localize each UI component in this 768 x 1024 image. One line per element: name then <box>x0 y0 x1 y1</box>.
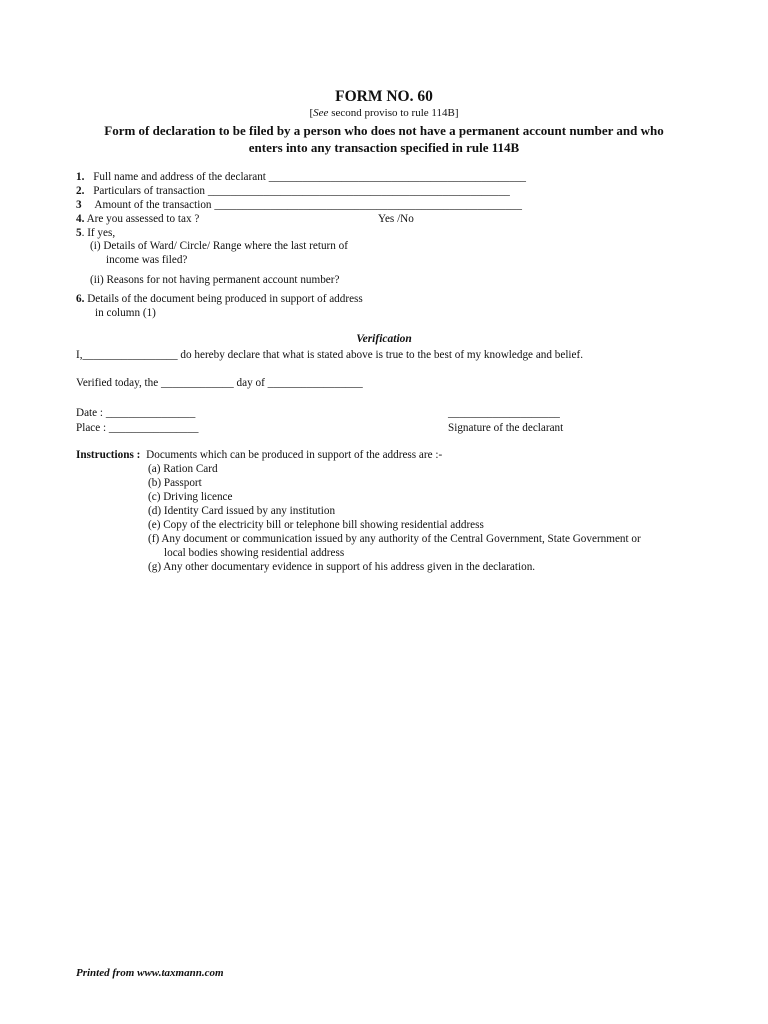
subtitle-bracket: [ <box>309 107 314 119</box>
instructions-header <box>76 448 442 462</box>
item-number: 5 <box>76 227 82 239</box>
field-address-document <box>76 292 363 306</box>
instruction-item: (c) Driving licence <box>148 491 233 503</box>
heading-line-1: Form of declaration to be filed by a person who does not have a permanent account number and who <box>104 123 664 138</box>
item-label: Particulars of transaction ______________________________________________________ <box>93 185 510 197</box>
field-assessed-to-tax <box>76 212 199 226</box>
instruction-item: (f) Any document or communication issued by any authority of the Central Government, State Government or <box>148 533 641 545</box>
item-number: 2. <box>76 185 85 197</box>
field-transaction-particulars <box>76 184 510 198</box>
field-declarant-name <box>76 170 526 184</box>
form-title: FORM NO. 60 <box>335 88 433 105</box>
instructions-intro: Documents which can be produced in support of the address are :- <box>146 449 443 461</box>
item-label: Full name and address of the declarant ______________________________________________ <box>93 171 527 183</box>
form-subtitle <box>0 107 768 119</box>
field-address-document-cont: in column (1) <box>95 307 156 319</box>
instruction-item: (b) Passport <box>148 477 202 489</box>
instructions-label: Instructions : <box>76 449 141 461</box>
signature-label: Signature of the declarant <box>448 422 564 434</box>
place-field: Place : ________________ <box>76 422 199 434</box>
item-label: . If yes, <box>81 227 116 239</box>
instruction-item: (d) Identity Card issued by any institution <box>148 505 336 517</box>
yes-no-answer: Yes /No <box>378 213 414 225</box>
field-ward-circle-range: (i) Details of Ward/ Circle/ Range where the last return of <box>90 240 348 252</box>
verification-heading: Verification <box>356 333 412 345</box>
field-if-yes <box>76 226 115 240</box>
item-number: 6. <box>76 293 85 305</box>
date-field: Date : ________________ <box>76 407 196 419</box>
form-heading <box>0 122 768 156</box>
heading-line-2: enters into any transaction specified in rule 114B <box>248 140 520 155</box>
item-number: 1. <box>76 171 85 183</box>
instruction-item: (g) Any other documentary evidence in support of his address given in the declaration. <box>148 561 536 573</box>
item-label: Are you assessed to tax ? <box>86 213 200 225</box>
instruction-item-cont: local bodies showing residential address <box>164 547 345 559</box>
printed-from-footer: Printed from www.taxmann.com <box>76 967 224 979</box>
item-label: Amount of the transaction _______________________________________________________ <box>94 199 522 211</box>
instruction-item: (e) Copy of the electricity bill or telephone bill showing residential address <box>148 519 484 531</box>
subtitle-rest: second proviso to rule 114B] <box>328 107 459 119</box>
field-transaction-amount <box>76 198 522 212</box>
verified-today-line: Verified today, the _____________ day of _________________ <box>76 377 363 389</box>
item-number: 4. <box>76 213 85 225</box>
item-label: Details of the document being produced in support of address <box>87 293 363 305</box>
item-number: 3 <box>76 199 82 211</box>
field-ward-circle-range-cont: income was filed? <box>106 254 188 266</box>
declaration-statement: I,_________________ do hereby declare that what is stated above is true to the best of my knowledge and belief. <box>76 349 584 361</box>
subtitle-see: See <box>313 107 329 119</box>
instruction-item: (a) Ration Card <box>148 463 218 475</box>
signature-line: ____________________ <box>448 407 560 419</box>
field-reasons-no-pan: (ii) Reasons for not having permanent account number? <box>90 274 340 286</box>
